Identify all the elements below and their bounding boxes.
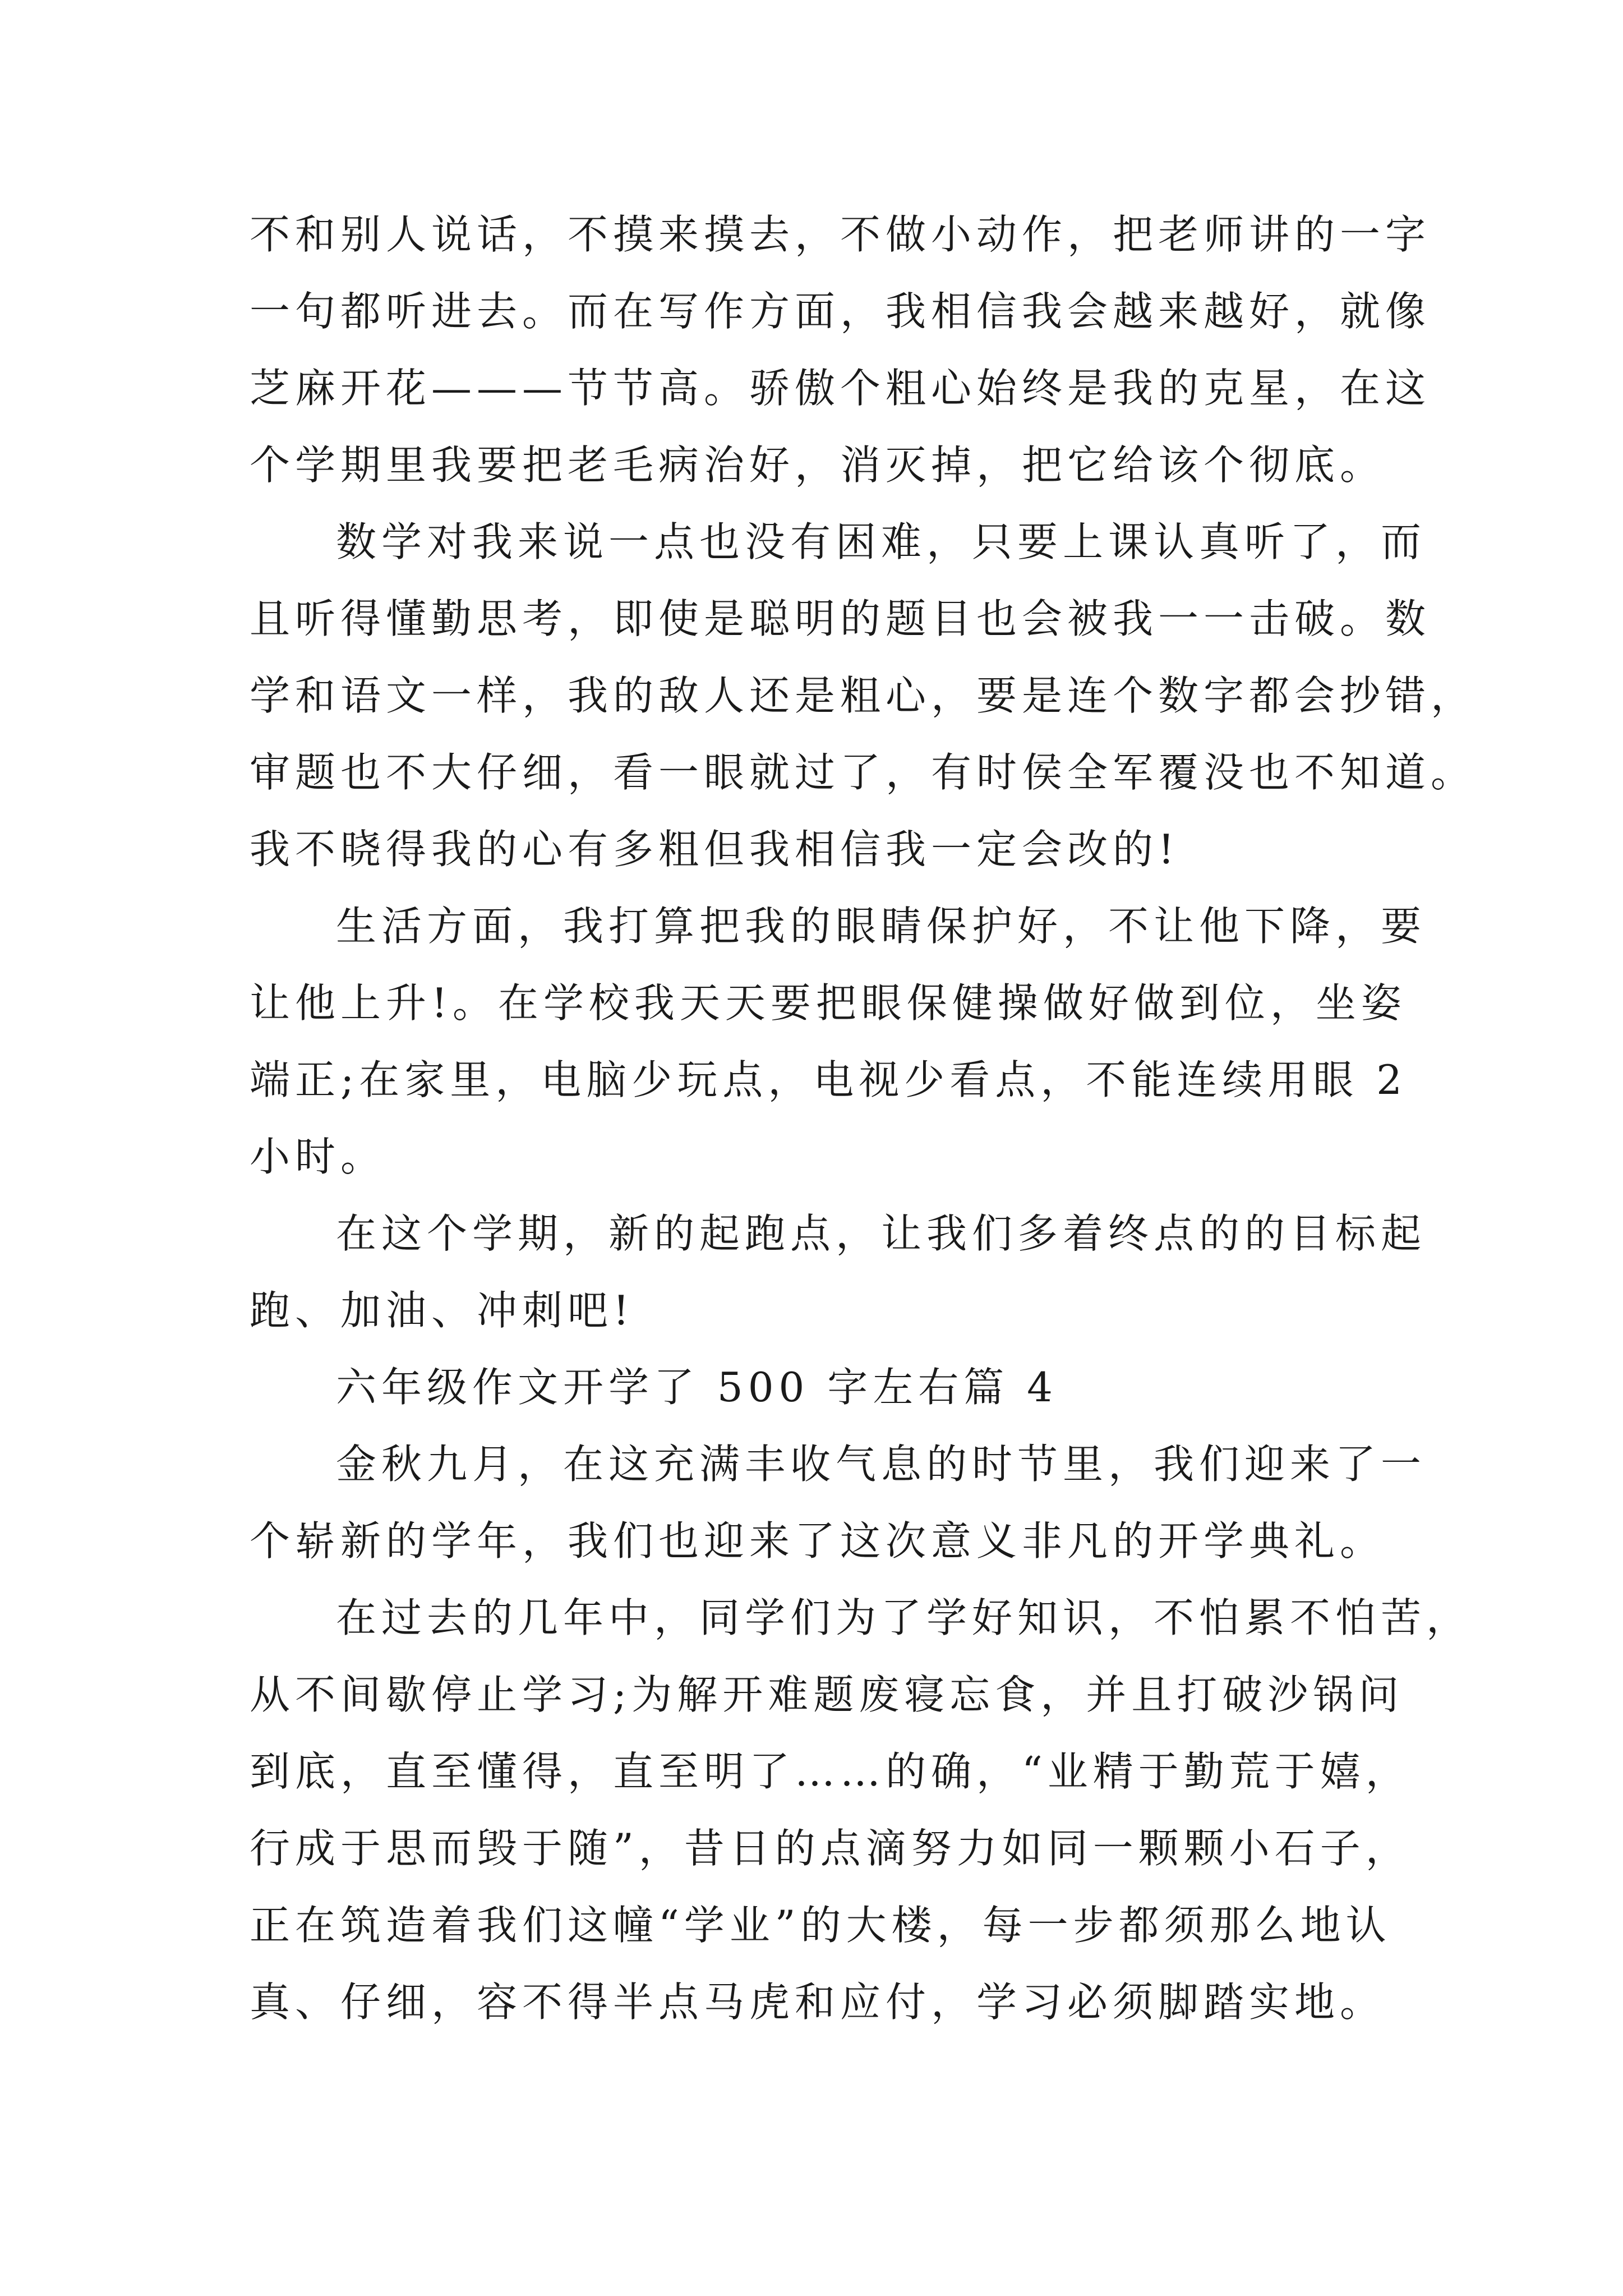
text-line: 个学期里我要把老毛病治好，消灭掉，把它给该个彻底。 (250, 441, 1386, 489)
text-line: 学和语文一样，我的敌人还是粗心，要是连个数字都会抄错， (250, 672, 1477, 719)
text-line: 端正;在家里，电脑少玩点，电视少看点，不能连续用眼 2 (250, 1056, 1407, 1103)
section-heading: 六年级作文开学了 500 字左右篇 4 (336, 1364, 1058, 1411)
text-line: 到底，直至懂得，直至明了……的确，“业精于勤荒于嬉， (250, 1748, 1411, 1795)
paragraph-first-line: 生活方面，我打算把我的眼睛保护好，不让他下降，要 (336, 903, 1427, 950)
text-line: 跑、加油、冲刺吧! (250, 1287, 634, 1334)
text-line: 一句都听进去。而在写作方面，我相信我会越来越好，就像 (250, 288, 1431, 335)
paragraph-first-line: 在过去的几年中，同学们为了学好知识，不怕累不怕苦， (336, 1594, 1472, 1641)
paragraph-first-line: 在这个学期，新的起跑点，让我们多着终点的的目标起 (336, 1210, 1427, 1257)
text-line: 真、仔细，容不得半点马虎和应付，学习必须脚踏实地。 (250, 1978, 1386, 2026)
text-line: 个崭新的学年，我们也迎来了这次意义非凡的开学典礼。 (250, 1517, 1386, 1565)
text-line: 不和别人说话，不摸来摸去，不做小动作，把老师讲的一字 (250, 211, 1431, 258)
text-line: 且听得懂勤思考，即使是聪明的题目也会被我一一击破。数 (250, 595, 1431, 642)
text-line: 我不晓得我的心有多粗但我相信我一定会改的! (250, 826, 1179, 873)
paragraph-first-line: 数学对我来说一点也没有困难，只要上课认真听了，而 (336, 518, 1427, 565)
text-line: 审题也不大仔细，看一眼就过了，有时侯全军覆没也不知道。 (250, 749, 1477, 796)
text-line: 行成于思而毁于随”，昔日的点滴努力如同一颗颗小石子， (250, 1825, 1411, 1872)
text-line: 让他上升!。在学校我天天要把眼保健操做好做到位，坐姿 (250, 979, 1407, 1027)
text-line: 芝麻开花———节节高。骄傲个粗心始终是我的克星，在这 (250, 365, 1431, 412)
text-line: 小时。 (250, 1133, 386, 1180)
text-line: 正在筑造着我们这幢“学业”的大楼，每一步都须那么地认 (250, 1902, 1391, 1949)
paragraph-first-line: 金秋九月，在这充满丰收气息的时节里，我们迎来了一 (336, 1441, 1427, 1488)
text-line: 从不间歇停止学习;为解开难题废寝忘食，并且打破沙锅问 (250, 1671, 1404, 1718)
